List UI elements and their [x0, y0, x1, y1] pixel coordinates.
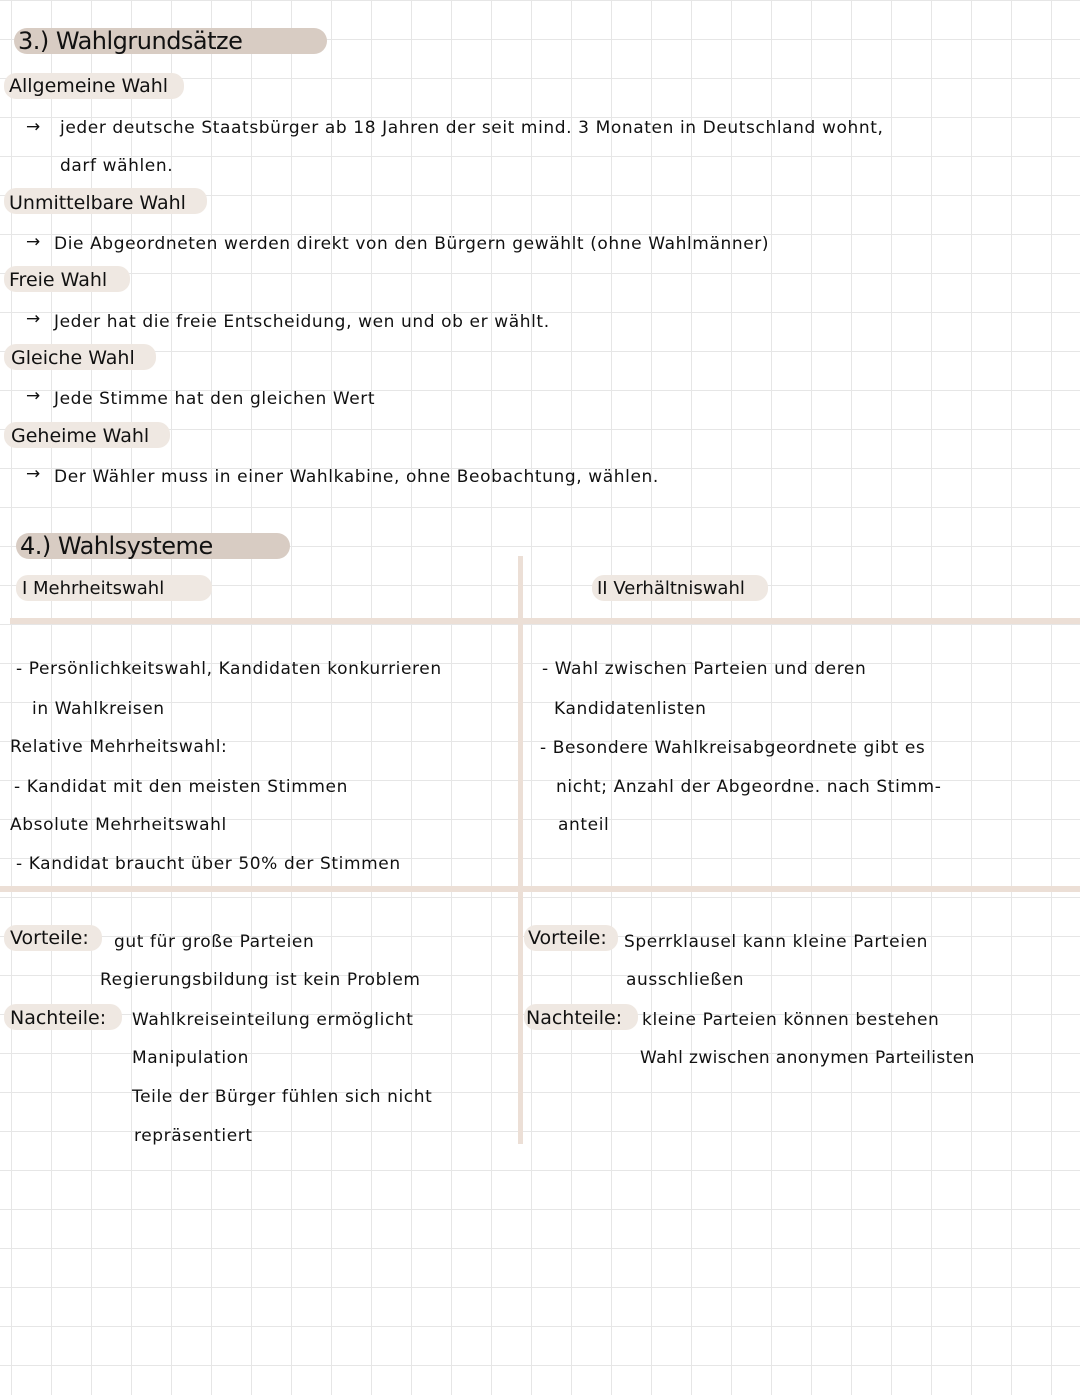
section4-title: 4.) Wahlsysteme: [20, 532, 213, 560]
nachteile-left-item-2: Manipulation: [132, 1048, 250, 1068]
vorteile-left-item-2: Regierungsbildung ist kein Problem: [100, 970, 421, 990]
divider-vertical: [518, 556, 523, 1144]
arrow-icon: →: [26, 386, 41, 406]
gleiche-line-1: Jede Stimme hat den gleichen Wert: [54, 389, 376, 409]
unmittelbare-line-1: Die Abgeordneten werden direkt von den Bürgern gewählt (ohne Wahlmänner): [54, 234, 770, 254]
label-allgemeine-wahl: Allgemeine Wahl: [9, 75, 169, 97]
vorteile-right-item-1: Sperrklausel kann kleine Parteien: [624, 932, 929, 952]
arrow-icon: →: [26, 464, 41, 484]
geheime-line-1: Der Wähler muss in einer Wahlkabine, ohne Beobachtung, wählen.: [54, 467, 659, 487]
divider-middle: [0, 886, 1080, 892]
section3-title: 3.) Wahlgrundsätze: [18, 27, 243, 55]
relative-mehrheitswahl-desc: - Kandidat mit den meisten Stimmen: [14, 777, 348, 797]
arrow-icon: →: [26, 232, 41, 252]
verhaeltnis-desc-line-1: - Wahl zwischen Parteien und deren: [542, 659, 867, 679]
verhaeltnis-desc-line-3: - Besondere Wahlkreisabgeordnete gibt es: [540, 738, 926, 758]
label-geheime-wahl: Geheime Wahl: [11, 425, 150, 447]
freie-line-1: Jeder hat die freie Entscheidung, wen und ob er wählt.: [54, 312, 550, 332]
vorteile-label-left: Vorteile:: [10, 927, 89, 949]
allgemeine-line-2: darf wählen.: [60, 156, 174, 176]
vorteile-label-right: Vorteile:: [528, 927, 607, 949]
relative-mehrheitswahl-label: Relative Mehrheitswahl:: [10, 737, 228, 757]
absolute-mehrheitswahl-desc: - Kandidat braucht über 50% der Stimmen: [16, 854, 401, 874]
allgemeine-line-1: jeder deutsche Staatsbürger ab 18 Jahren der seit mind. 3 Monaten in Deutschland wohnt,: [60, 118, 884, 138]
label-freie-wahl: Freie Wahl: [9, 269, 108, 291]
nachteile-left-item-4: repräsentiert: [134, 1126, 253, 1146]
verhaeltnis-desc-line-4: nicht; Anzahl der Abgeordne. nach Stimm-: [556, 777, 942, 797]
heading-verhaeltniswahl: II Verhältniswahl: [597, 578, 745, 599]
mehrheit-desc-line-2: in Wahlkreisen: [32, 699, 165, 719]
nachteile-right-item-1: kleine Parteien können bestehen: [642, 1010, 940, 1030]
arrow-icon: →: [26, 117, 41, 137]
vorteile-left-item-1: gut für große Parteien: [114, 932, 315, 952]
mehrheit-desc-line-1: - Persönlichkeitswahl, Kandidaten konkurrieren: [16, 659, 442, 679]
label-unmittelbare-wahl: Unmittelbare Wahl: [9, 192, 186, 214]
nachteile-label-left: Nachteile:: [10, 1007, 107, 1029]
label-gleiche-wahl: Gleiche Wahl: [11, 347, 135, 369]
nachteile-left-item-1: Wahlkreiseinteilung ermöglicht: [132, 1010, 414, 1030]
nachteile-left-item-3: Teile der Bürger fühlen sich nicht: [132, 1087, 433, 1107]
verhaeltnis-desc-line-5: anteil: [558, 815, 610, 835]
verhaeltnis-desc-line-2: Kandidatenlisten: [554, 699, 707, 719]
arrow-icon: →: [26, 309, 41, 329]
vorteile-right-item-2: ausschließen: [626, 970, 745, 990]
nachteile-label-right: Nachteile:: [526, 1007, 623, 1029]
absolute-mehrheitswahl-label: Absolute Mehrheitswahl: [10, 815, 227, 835]
nachteile-right-item-2: Wahl zwischen anonymen Parteilisten: [640, 1048, 975, 1068]
divider-top: [10, 618, 1080, 624]
heading-mehrheitswahl: I Mehrheitswahl: [22, 578, 165, 599]
